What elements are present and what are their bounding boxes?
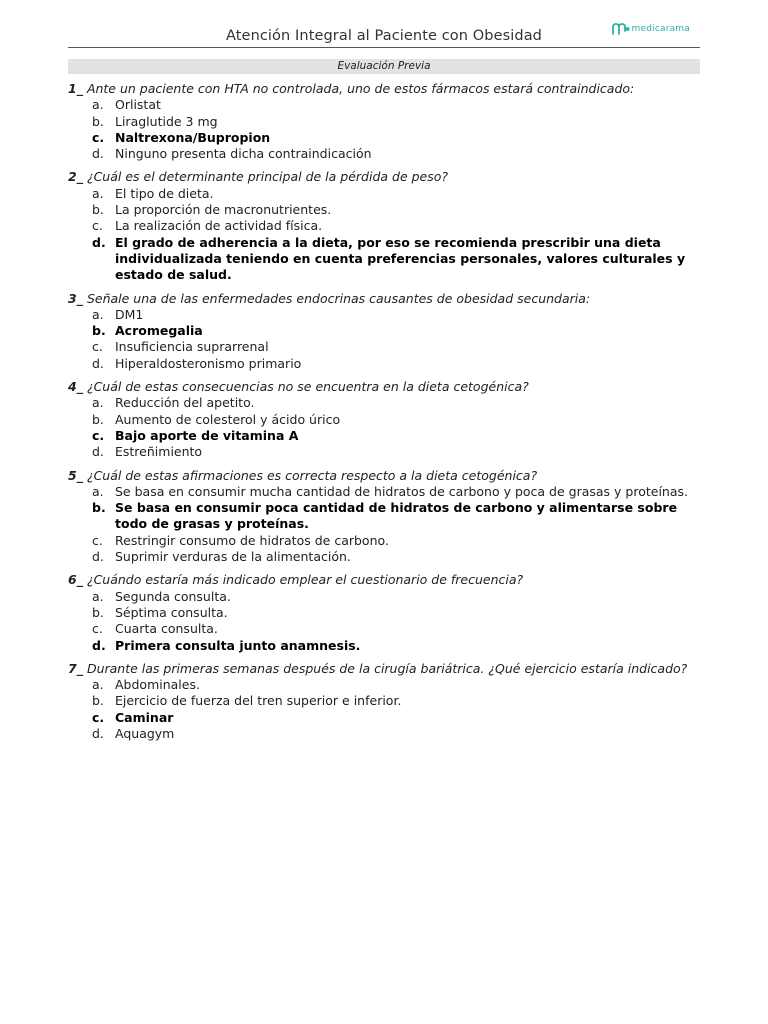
option-letter: b.: [92, 693, 104, 709]
option-text: La proporción de macronutrientes.: [115, 202, 332, 218]
question-number: 2_: [68, 169, 83, 185]
option-text: Segunda consulta.: [115, 588, 231, 604]
option-text: Bajo aporte de vitamina A: [115, 427, 299, 443]
option-text: Primera consulta junto anamnesis.: [115, 637, 361, 653]
option-letter: a.: [92, 677, 104, 693]
question-number: 4_: [68, 379, 83, 395]
option-text: Abdominales.: [115, 677, 200, 693]
question-stem: [68, 572, 700, 588]
answer-option: [68, 97, 700, 113]
question-text: Durante las primeras semanas después de la cirugía bariátrica. ¿Qué ejercicio estaría indicado?: [86, 660, 688, 676]
answer-option: [68, 484, 700, 500]
question-5: [68, 468, 700, 566]
option-letter: a.: [92, 306, 104, 322]
answer-options: [68, 307, 700, 372]
question-number: 5_: [68, 467, 83, 483]
option-text: Séptima consulta.: [115, 604, 228, 620]
option-text: Se basa en consumir poca cantidad de hidratos de carbono y alimentarse sobre todo de grasas y proteínas.: [115, 500, 678, 532]
answer-option-correct: [68, 235, 700, 284]
option-letter: b.: [92, 500, 106, 516]
answer-option-correct: [68, 428, 700, 444]
answer-option: [68, 589, 700, 605]
question-stem: [68, 468, 700, 484]
answer-options: [68, 677, 700, 742]
question-text: Ante un paciente con HTA no controlada, uno de estos fármacos estará contraindicado:: [86, 81, 635, 96]
option-text: Insuficiencia suprarrenal: [115, 339, 269, 355]
question-number: 3_: [68, 290, 83, 306]
question-6: [68, 572, 700, 653]
answer-option-correct: [68, 130, 700, 146]
option-text: Naltrexona/Bupropion: [115, 129, 271, 145]
option-letter: d.: [92, 444, 104, 460]
logo-wordmark: medicarama: [631, 24, 690, 34]
question-1: [68, 81, 700, 162]
question-4: [68, 379, 700, 460]
question-stem: [68, 81, 700, 97]
option-text: Aquagym: [115, 725, 175, 741]
option-text: Liraglutide 3 mg: [115, 113, 218, 129]
option-letter: c.: [92, 709, 105, 725]
option-text: Caminar: [115, 709, 174, 725]
document-title: Atención Integral al Paciente con Obesidad: [226, 28, 542, 44]
question-2: [68, 169, 700, 283]
answer-option: [68, 146, 700, 162]
option-letter: b.: [92, 202, 104, 218]
option-text: DM1: [115, 306, 144, 322]
question-stem: [68, 169, 700, 185]
answer-option: [68, 202, 700, 218]
option-text: Ninguno presenta dicha contraindicación: [115, 146, 372, 162]
option-letter: c.: [92, 427, 105, 443]
option-letter: d.: [92, 725, 104, 741]
question-number: 6_: [68, 572, 83, 588]
question-list: [68, 81, 700, 749]
answer-option: [68, 444, 700, 460]
option-text: Suprimir verduras de la alimentación.: [115, 549, 351, 565]
answer-option: [68, 677, 700, 693]
option-text: La realización de actividad física.: [115, 218, 323, 234]
answer-option-correct: [68, 710, 700, 726]
option-letter: c.: [92, 339, 103, 355]
option-letter: c.: [92, 129, 105, 145]
answer-option: [68, 339, 700, 355]
option-letter: a.: [92, 185, 104, 201]
answer-options: [68, 589, 700, 654]
question-text: ¿Cuándo estaría más indicado emplear el cuestionario de frecuencia?: [86, 572, 524, 588]
option-text: El grado de adherencia a la dieta, por eso se recomienda prescribir una dieta individualizada teniendo en cuenta preferencias personales, valores culturales y estado de salud.: [115, 234, 686, 283]
answer-option-correct: [68, 323, 700, 339]
answer-options: [68, 395, 700, 460]
answer-option: [68, 533, 700, 549]
option-text: El tipo de dieta.: [115, 185, 214, 201]
option-letter: d.: [92, 146, 104, 162]
answer-option: [68, 412, 700, 428]
option-letter: d.: [92, 549, 104, 565]
option-text: Estreñimiento: [115, 444, 203, 460]
answer-option: [68, 549, 700, 565]
answer-option-correct: [68, 500, 700, 533]
answer-option: [68, 186, 700, 202]
option-text: Ejercicio de fuerza del tren superior e inferior.: [115, 693, 402, 709]
question-stem: [68, 291, 700, 307]
question-3: [68, 291, 700, 372]
option-letter: b.: [92, 113, 104, 129]
question-text: Señale una de las enfermedades endocrinas causantes de obesidad secundaria:: [86, 290, 591, 306]
answer-options: [68, 484, 700, 565]
question-stem: [68, 379, 700, 395]
answer-option: [68, 114, 700, 130]
option-letter: c.: [92, 218, 103, 234]
answer-option: [68, 621, 700, 637]
option-letter: d.: [92, 234, 106, 250]
answer-option: [68, 693, 700, 709]
option-text: Orlistat: [115, 97, 161, 113]
answer-option: [68, 605, 700, 621]
option-letter: d.: [92, 355, 104, 371]
option-letter: b.: [92, 604, 104, 620]
option-letter: c.: [92, 621, 103, 637]
answer-option: [68, 307, 700, 323]
option-letter: c.: [92, 532, 103, 548]
answer-options: [68, 97, 700, 162]
question-text: ¿Cuál de estas afirmaciones es correcta respecto a la dieta cetogénica?: [86, 467, 538, 483]
option-letter: a.: [92, 97, 104, 113]
answer-option: [68, 356, 700, 372]
option-letter: b.: [92, 323, 106, 339]
medicarama-logo-icon: [612, 23, 630, 35]
option-text: Se basa en consumir mucha cantidad de hidratos de carbono y poca de grasas y proteínas.: [115, 483, 688, 499]
page-header: [68, 26, 700, 48]
option-letter: a.: [92, 483, 104, 499]
question-stem: [68, 661, 700, 677]
section-title-bar: Evaluación Previa: [68, 59, 700, 74]
answer-option: [68, 395, 700, 411]
medicarama-logo: [612, 22, 690, 36]
answer-option: [68, 726, 700, 742]
option-letter: a.: [92, 395, 104, 411]
question-number: 1_: [68, 81, 83, 96]
answer-option: [68, 218, 700, 234]
option-text: Acromegalia: [115, 323, 203, 339]
question-number: 7_: [68, 660, 83, 676]
option-text: Cuarta consulta.: [115, 621, 218, 637]
answer-option-correct: [68, 638, 700, 654]
question-text: ¿Cuál es el determinante principal de la pérdida de peso?: [86, 169, 449, 185]
option-text: Hiperaldosteronismo primario: [115, 355, 302, 371]
option-letter: b.: [92, 411, 104, 427]
option-text: Reducción del apetito.: [115, 395, 255, 411]
question-7: [68, 661, 700, 742]
answer-options: [68, 186, 700, 284]
question-text: ¿Cuál de estas consecuencias no se encuentra en la dieta cetogénica?: [86, 379, 529, 395]
option-letter: a.: [92, 588, 104, 604]
option-letter: d.: [92, 637, 106, 653]
option-text: Aumento de colesterol y ácido úrico: [115, 411, 341, 427]
option-text: Restringir consumo de hidratos de carbono.: [115, 532, 389, 548]
